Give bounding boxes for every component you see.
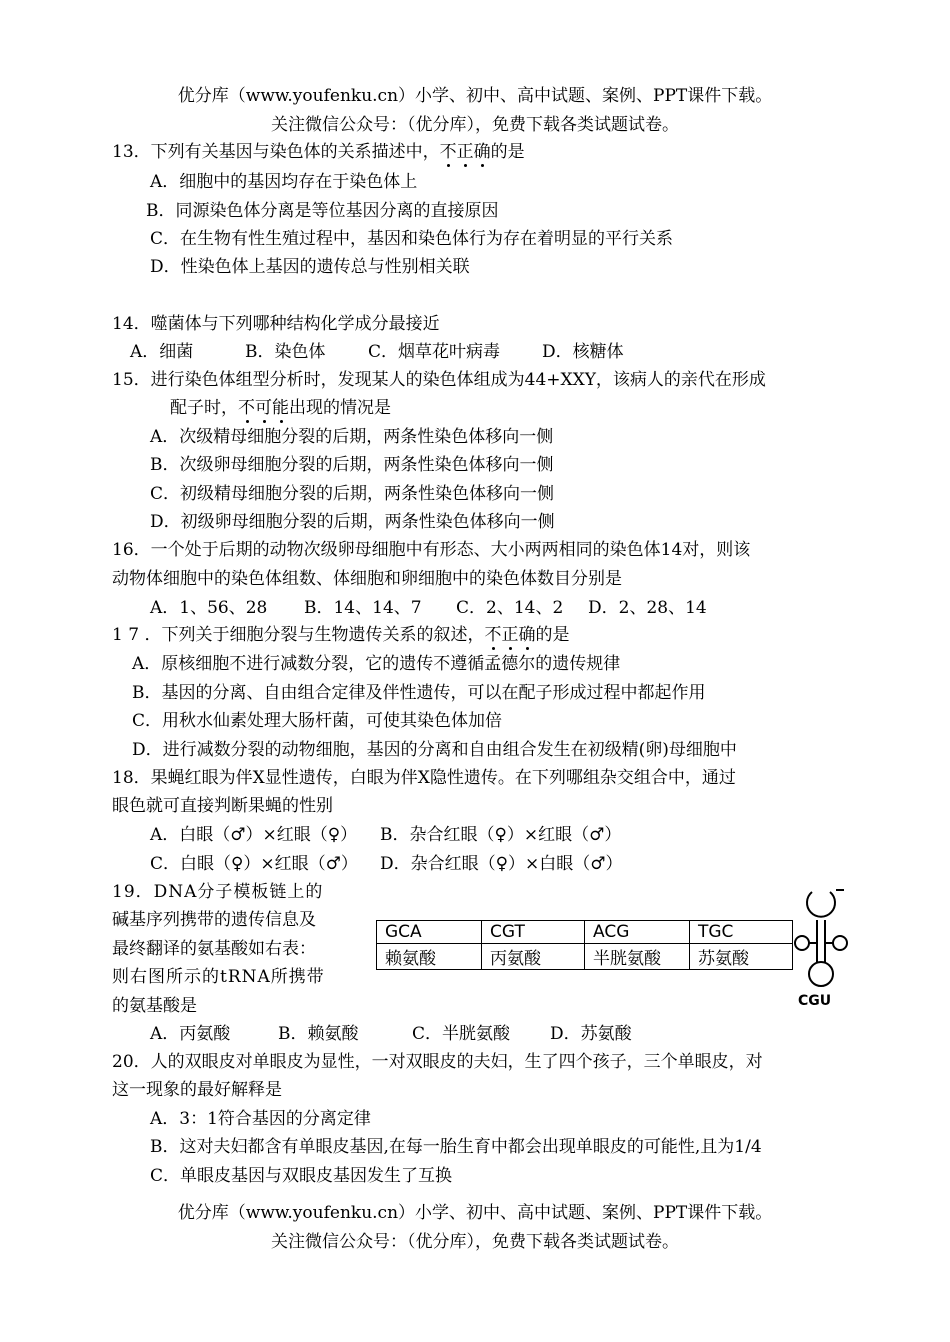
q17-emphasis-char: 正	[501, 625, 519, 645]
q13-option-b: B．同源染色体分离是等位基因分离的直接原因	[146, 201, 499, 221]
q20-option-a: A．3：1符合基因的分离定律	[150, 1109, 371, 1129]
q19-stem-line-5: 的氨基酸是	[112, 996, 197, 1016]
q18-stem-line-1: 18．果蝇红眼为伴X显性遗传，白眼为伴X隐性遗传。在下列哪组杂交组合中，通过	[112, 768, 736, 788]
q15-stem-text: 配子时，	[170, 398, 238, 418]
q13-stem-text: 13．下列有关基因与染色体的关系描述中，	[112, 142, 440, 162]
q13-emphasis-char: 确	[473, 142, 491, 162]
q20-stem-line-1: 20．人的双眼皮对单眼皮为显性，一对双眼皮的夫妇，生了四个孩子，三个单眼皮，对	[112, 1052, 763, 1072]
q18-option-b: B．杂合红眼（♀）×红眼（♂）	[380, 825, 622, 845]
q19-stem-line-3: 最终翻译的氨基酸如右表：	[112, 939, 316, 959]
q16-option-c: C．2、14、2	[456, 598, 564, 618]
q20-option-b: B．这对夫妇都含有单眼皮基因,在每一胎生育中都会出现单眼皮的可能性,且为1/4	[150, 1137, 762, 1157]
q19-option-b: B．赖氨酸	[278, 1024, 359, 1044]
amino-acid-cell: 苏氨酸	[690, 944, 793, 970]
q17-option-b: B．基因的分离、自由组合定律及伴性遗传，可以在配子形成过程中都起作用	[132, 683, 706, 703]
footer-line-2: 关注微信公众号：（优分库），免费下载各类试题试卷。	[271, 1232, 679, 1252]
q15-option-b: B．次级卵母细胞分裂的后期，两条性染色体移向一侧	[150, 455, 554, 475]
q13-emphasis-char: 不	[439, 142, 457, 162]
q18-stem-line-2: 眼色就可直接判断果蝇的性别	[112, 796, 333, 816]
q13-option-a: A．细胞中的基因均存在于染色体上	[150, 172, 418, 192]
q20-stem-line-2: 这一现象的最好解释是	[112, 1080, 282, 1100]
header-line-1: 优分库（www.youfenku.cn）小学、初中、高中试题、案例、PPT课件下载。	[177, 86, 773, 106]
q15-stem-end: 出现的情况是	[289, 398, 391, 418]
q15-option-a: A．次级精母细胞分裂的后期，两条性染色体移向一侧	[150, 427, 554, 447]
footer-line-1: 优分库（www.youfenku.cn）小学、初中、高中试题、案例、PPT课件下载。	[177, 1203, 773, 1223]
q15-option-d: D．初级卵母细胞分裂的后期，两条性染色体移向一侧	[150, 512, 555, 532]
q19-option-c: C．半胱氨酸	[412, 1024, 511, 1044]
q13-option-d: D．性染色体上基因的遗传总与性别相关联	[150, 257, 470, 277]
q15-stem-line-1: 15．进行染色体组型分析时，发现某人的染色体组成为44+XXY，该病人的亲代在形成	[112, 370, 766, 390]
header-line-2: 关注微信公众号：（优分库），免费下载各类试题试卷。	[271, 115, 679, 135]
q17-emphasis-char: 确	[518, 625, 536, 645]
codon-table	[376, 920, 793, 970]
q19-stem-line-2: 碱基序列携带的遗传信息及	[112, 910, 316, 930]
q17-emphasis-char: 不	[484, 625, 502, 645]
q17-option-c: C．用秋水仙素处理大肠杆菌，可使其染色体加倍	[132, 711, 503, 731]
codon-row	[377, 921, 793, 944]
q18-option-c: C．白眼（♀）×红眼（♂）	[150, 854, 358, 874]
codon-cell: TGC	[690, 921, 793, 944]
q13-stem-end: 的是	[490, 142, 525, 162]
q13-emphasis-char: 正	[456, 142, 474, 162]
amino-acid-cell: 赖氨酸	[377, 944, 482, 970]
q18-option-d: D．杂合红眼（♀）×白眼（♂）	[380, 854, 623, 874]
q17-stem-end: 的是	[535, 625, 570, 645]
q16-stem-line-1: 16．一个处于后期的动物次级卵母细胞中有形态、大小两两相同的染色体14对，则该	[112, 540, 751, 560]
q14-option-c: C．烟草花叶病毒	[368, 342, 501, 362]
q14-option-a: A．细菌	[130, 342, 194, 362]
q16-option-d: D．2、28、14	[588, 598, 707, 618]
codon-cell: GCA	[377, 921, 482, 944]
q13-stem	[112, 142, 525, 162]
q17-option-d: D．进行减数分裂的动物细胞，基因的分离和自由组合发生在初级精(卵)母细胞中	[132, 740, 737, 760]
q17-stem	[112, 625, 569, 645]
q15-stem-line-2	[170, 398, 391, 418]
trna-anticodon-label: CGU	[798, 993, 832, 1009]
q16-option-b: B．14、14、7	[304, 598, 422, 618]
q19-option-a: A．丙氨酸	[150, 1024, 231, 1044]
q14-stem: 14．噬菌体与下列哪种结构化学成分最接近	[112, 314, 440, 334]
q18-option-a: A．白眼（♂）×红眼（♀）	[150, 825, 358, 845]
q15-emphasis-char: 可	[255, 398, 272, 418]
q16-stem-line-2: 动物体细胞中的染色体组数、体细胞和卵细胞中的染色体数目分别是	[112, 569, 622, 589]
q19-stem-line-4: 则右图所示的tRNA所携带	[112, 967, 325, 987]
q19-option-d: D．苏氨酸	[550, 1024, 632, 1044]
q17-option-a: A．原核细胞不进行减数分裂，它的遗传不遵循孟德尔的遗传规律	[132, 654, 621, 674]
q20-option-c: C．单眼皮基因与双眼皮基因发生了互换	[150, 1166, 453, 1186]
q14-option-b: B．染色体	[245, 342, 326, 362]
trna-diagram	[788, 880, 858, 1030]
q15-option-c: C．初级精母细胞分裂的后期，两条性染色体移向一侧	[150, 484, 555, 504]
q13-option-c: C．在生物有性生殖过程中，基因和染色体行为存在着明显的平行关系	[150, 229, 674, 249]
amino-acid-row	[377, 944, 793, 970]
q15-emphasis-char: 不	[238, 398, 255, 418]
codon-cell: CGT	[482, 921, 585, 944]
amino-acid-cell: 丙氨酸	[482, 944, 585, 970]
q19-stem-line-1: 19．DNA分子模板链上的	[112, 882, 324, 902]
amino-acid-cell: 半胱氨酸	[585, 944, 690, 970]
q15-emphasis-char: 能	[272, 398, 289, 418]
codon-cell: ACG	[585, 921, 690, 944]
q16-option-a: A．1、56、28	[150, 598, 268, 618]
q14-option-d: D．核糖体	[542, 342, 624, 362]
q17-stem-text: 1 7 ．下列关于细胞分裂与生物遗传关系的叙述，	[112, 625, 485, 645]
